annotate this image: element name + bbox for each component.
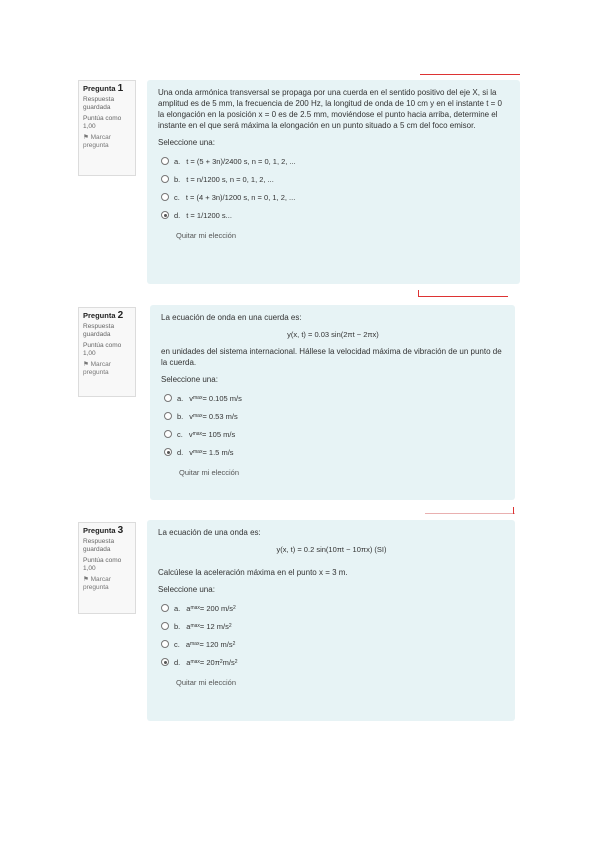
radio-icon[interactable] — [164, 448, 172, 456]
question-number: Pregunta 3 — [83, 525, 124, 536]
question-status: Respuesta guardada — [83, 323, 115, 338]
wave-equation: y(x, t) = 0.03 sin(2πt − 2πx) — [287, 330, 379, 339]
radio-icon[interactable] — [161, 175, 169, 183]
question-content-1 — [147, 80, 520, 284]
select-prompt: Seleccione una: — [158, 138, 215, 147]
answer-option-a[interactable]: a. v max = 0.105 m/s — [161, 389, 505, 407]
question-info-2 — [78, 307, 136, 397]
question-points: Puntúa como 1,00 — [83, 557, 122, 572]
answer-option-c[interactable]: c. a max = 120 m/s 2 — [158, 635, 505, 653]
answer-option-a[interactable]: a. t = (5 + 3n)/2400 s, n = 0, 1, 2, ... — [158, 152, 510, 170]
answer-option-b[interactable]: b. t = n/1200 s, n = 0, 1, 2, ... — [158, 170, 510, 188]
radio-icon[interactable] — [161, 622, 169, 630]
answer-option-a[interactable]: a. a max = 200 m/s 2 — [158, 599, 505, 617]
radio-icon[interactable] — [161, 658, 169, 666]
question-intro: La ecuación de una onda es: — [158, 528, 261, 537]
question-points: Puntúa como 1,00 — [83, 115, 122, 130]
select-prompt: Seleccione una: — [161, 375, 218, 384]
radio-icon[interactable] — [161, 157, 169, 165]
flag-icon: ⚑ — [83, 361, 89, 368]
answer-option-c[interactable]: c. v max = 105 m/s — [161, 425, 505, 443]
question-text: en unidades del sistema internacional. Hállese la velocidad máxima de vibración de un punto de la cuerda. — [161, 347, 502, 367]
flag-question-link[interactable]: ⚑ Marcar pregunta — [83, 134, 111, 149]
question-status: Respuesta guardada — [83, 538, 115, 553]
question-number: Pregunta 1 — [83, 83, 124, 94]
wave-equation: y(x, t) = 0.2 sin(10πt − 10πx) (SI) — [276, 545, 387, 554]
question-intro: La ecuación de onda en una cuerda es: — [161, 313, 302, 322]
clear-choice-link[interactable]: Quitar mi elección — [176, 231, 237, 240]
answer-option-b[interactable]: b. v max = 0.53 m/s — [161, 407, 505, 425]
accent-line — [425, 513, 515, 514]
flag-icon: ⚑ — [83, 134, 89, 141]
question-info-1 — [78, 80, 136, 176]
question-number: Pregunta 2 — [83, 310, 124, 321]
radio-icon[interactable] — [161, 640, 169, 648]
question-points: Puntúa como 1,00 — [83, 342, 122, 357]
radio-icon[interactable] — [161, 211, 169, 219]
radio-icon[interactable] — [164, 430, 172, 438]
question-status: Respuesta guardada — [83, 96, 115, 111]
accent-tick — [513, 507, 514, 514]
flag-question-link[interactable]: ⚑ Marcar pregunta — [83, 361, 111, 376]
radio-icon[interactable] — [164, 394, 172, 402]
flag-icon: ⚑ — [83, 576, 89, 583]
accent-tick — [418, 290, 419, 297]
question-content-3 — [147, 520, 515, 721]
accent-line — [418, 296, 508, 297]
question-text: Calcúlese la aceleración máxima en el punto x = 3 m. — [158, 568, 348, 577]
clear-choice-link[interactable]: Quitar mi elección — [176, 678, 237, 687]
radio-icon[interactable] — [161, 604, 169, 612]
answer-option-d[interactable]: d. v max = 1.5 m/s — [161, 443, 505, 461]
select-prompt: Seleccione una: — [158, 585, 215, 594]
answer-option-c[interactable]: c. t = (4 + 3n)/1200 s, n = 0, 1, 2, ... — [158, 188, 510, 206]
question-content-2 — [150, 305, 515, 500]
answer-option-b[interactable]: b. a max = 12 m/s 2 — [158, 617, 505, 635]
clear-choice-link[interactable]: Quitar mi elección — [179, 468, 240, 477]
radio-icon[interactable] — [164, 412, 172, 420]
radio-icon[interactable] — [161, 193, 169, 201]
question-info-3 — [78, 522, 136, 614]
question-text: Una onda armónica transversal se propaga por una cuerda en el sentido positivo del eje X, si la amplitud es de 5 mm, la frecuencia de 200 Hz, la longitud de onda de 10 cm y en el instante t = 0 la elongación en la posición x = 0 es de 2.5 mm, moviéndose el punto hacia arriba, determine el instante en el que será máxima la elongación en un punto situado a 5 cm del foco emisor. — [158, 88, 502, 130]
accent-line — [420, 74, 520, 75]
answer-option-d[interactable]: d. t = 1/1200 s... — [158, 206, 510, 224]
answer-option-d[interactable]: d. a max = 20π 2 m/s 2 — [158, 653, 505, 671]
flag-question-link[interactable]: ⚑ Marcar pregunta — [83, 576, 111, 591]
